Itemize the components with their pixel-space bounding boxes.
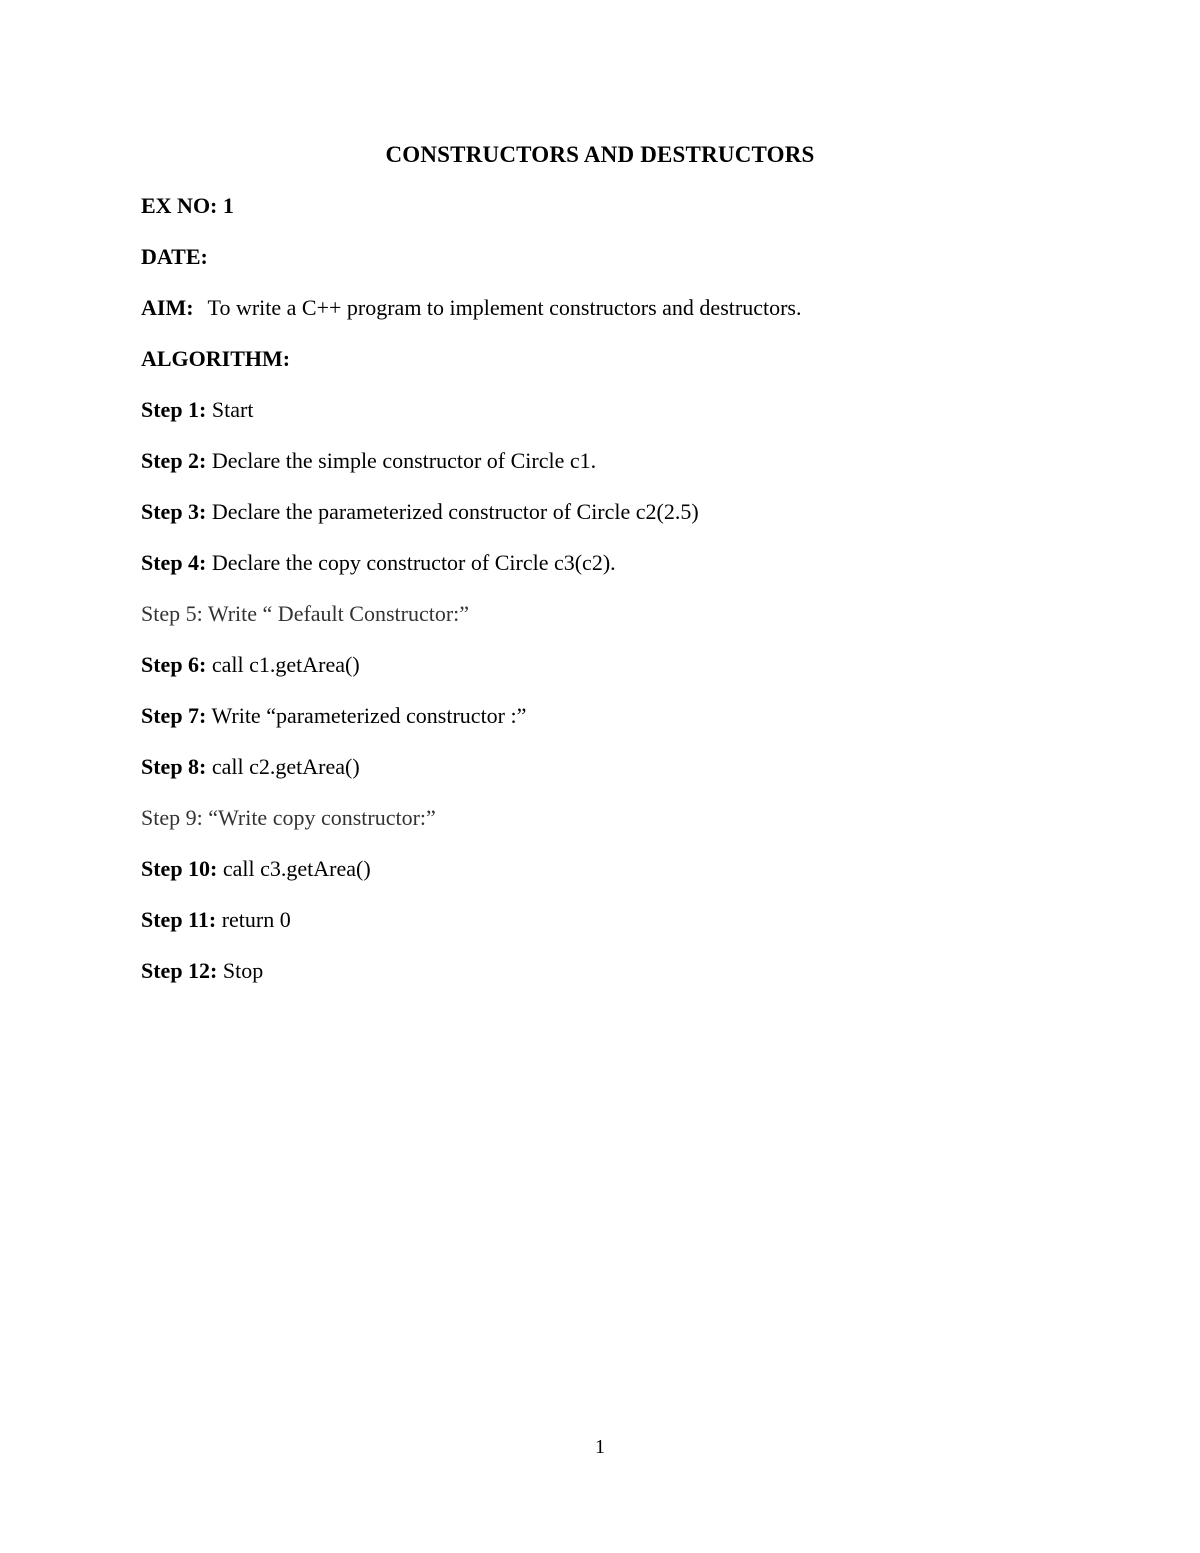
step-text: Declare the simple constructor of Circle c1.	[206, 448, 597, 473]
aim-text: To write a C++ program to implement constructors and destructors.	[207, 295, 802, 320]
step-3	[141, 497, 1101, 548]
step-6	[141, 650, 1101, 701]
step-label: Step 7:	[141, 703, 207, 728]
page-number: 1	[595, 1436, 605, 1458]
step-text: Stop	[217, 958, 264, 983]
algorithm-label: ALGORITHM:	[141, 346, 291, 371]
step-text: return 0	[216, 907, 291, 932]
step-label: Step 9:	[141, 805, 203, 830]
step-label: Step 4:	[141, 550, 207, 575]
ex-no-label: EX NO: 1	[141, 193, 234, 218]
step-label: Step 3:	[141, 499, 207, 524]
aim-line	[141, 293, 1101, 344]
step-2	[141, 446, 1101, 497]
step-label: Step 5:	[141, 601, 203, 626]
date-label: DATE:	[141, 244, 208, 269]
step-text: “Write copy constructor:”	[202, 805, 436, 830]
step-7	[141, 701, 1101, 752]
step-11	[141, 905, 1101, 956]
document-title: CONSTRUCTORS AND DESTRUCTORS	[385, 142, 815, 167]
step-text: Write “parameterized constructor :”	[206, 703, 527, 728]
step-text: call c3.getArea()	[217, 856, 371, 881]
step-label: Step 12:	[141, 958, 218, 983]
step-text: call c1.getArea()	[206, 652, 360, 677]
step-12	[141, 956, 1101, 1007]
step-text: Declare the copy constructor of Circle c3(c2).	[206, 550, 616, 575]
step-text: Start	[206, 397, 254, 422]
step-label: Step 6:	[141, 652, 207, 677]
aim-label: AIM:	[141, 295, 194, 320]
step-label: Step 10:	[141, 856, 218, 881]
step-text: Write “ Default Constructor:”	[202, 601, 470, 626]
step-10	[141, 854, 1101, 905]
step-label: Step 1:	[141, 397, 207, 422]
step-label: Step 2:	[141, 448, 207, 473]
step-label: Step 11:	[141, 907, 217, 932]
step-text: call c2.getArea()	[206, 754, 360, 779]
step-4	[141, 548, 1101, 599]
step-label: Step 8:	[141, 754, 207, 779]
document-body	[141, 191, 1101, 1007]
step-9	[141, 803, 1101, 854]
step-text: Declare the parameterized constructor of Circle c2(2.5)	[206, 499, 699, 524]
step-8	[141, 752, 1101, 803]
step-5	[141, 599, 1101, 650]
step-1	[141, 395, 1101, 446]
